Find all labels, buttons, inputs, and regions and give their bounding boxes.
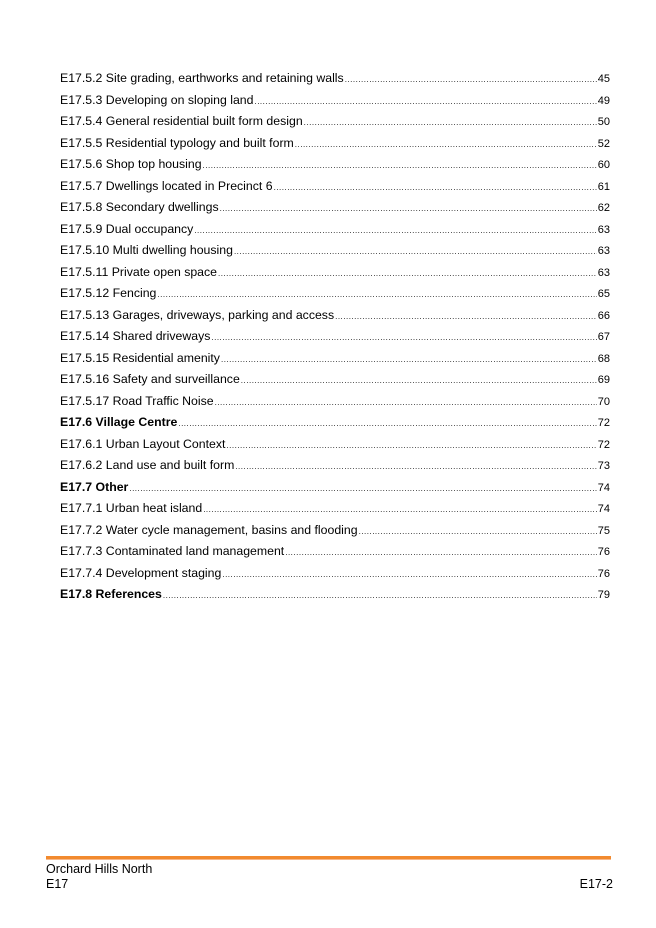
toc-entry[interactable] [60, 136, 610, 158]
toc-entry-title: E17.8 References [60, 587, 162, 601]
toc-entry-title: E17.5.16 Safety and surveillance [60, 372, 240, 386]
toc-entry[interactable] [60, 200, 610, 222]
toc-entry-page: 62 [597, 202, 610, 214]
toc-entry[interactable] [60, 222, 610, 244]
toc-entry[interactable] [60, 501, 610, 523]
toc-entry-page: 63 [597, 245, 610, 257]
toc-leader-dots [345, 75, 597, 84]
toc-leader-dots [218, 269, 597, 278]
toc-leader-dots [178, 419, 596, 428]
toc-entry-title: E17.5.17 Road Traffic Noise [60, 393, 214, 408]
toc-entry[interactable] [60, 243, 610, 265]
footer-document-title: Orchard Hills North [46, 862, 153, 876]
toc-entry[interactable] [60, 394, 610, 416]
toc-entry-page: 63 [597, 223, 610, 236]
toc-leader-dots [304, 118, 597, 127]
toc-entry-page: 75 [597, 524, 610, 537]
toc-entry[interactable] [60, 372, 610, 394]
toc-entry-title: E17.5.9 Dual occupancy [60, 221, 194, 236]
toc-entry-title: E17.5.3 Developing on sloping land [60, 92, 254, 107]
toc-entry-page: 67 [597, 331, 610, 343]
toc-leader-dots [220, 204, 597, 213]
toc-leader-dots [241, 376, 597, 385]
toc-entry[interactable] [60, 523, 610, 545]
footer-rule-shadow [46, 859, 611, 860]
toc-entry-page: 60 [597, 159, 610, 171]
toc-entry-title: E17.6.2 Land use and built form [60, 458, 235, 472]
toc-entry-title: E17.5.7 Dwellings located in Precinct 6 [60, 178, 273, 193]
toc-entry-title: E17.5.15 Residential amenity [60, 350, 220, 365]
toc-leader-dots [211, 333, 596, 342]
footer-page-number: E17-2 [579, 877, 613, 891]
toc-entry-title: E17.5.6 Shop top housing [60, 157, 202, 171]
toc-entry-title: E17.5.5 Residential typology and built form [60, 135, 294, 150]
footer-section: E17 [46, 877, 69, 891]
toc-entry-title: E17.5.14 Shared driveways [60, 329, 211, 343]
toc-entry-title: E17.6 Village Centre [60, 415, 178, 429]
toc-leader-dots [221, 355, 597, 364]
toc-entry-title: E17.5.13 Garages, driveways, parking and access [60, 307, 335, 322]
toc-leader-dots [129, 484, 596, 493]
toc-entry[interactable] [60, 157, 610, 179]
toc-entry-page: 45 [597, 73, 610, 85]
toc-entry[interactable] [60, 566, 610, 588]
footer-left [46, 862, 152, 892]
toc-entry-page: 73 [597, 460, 610, 472]
toc-entry-page: 74 [597, 503, 610, 515]
toc-entry-page: 49 [597, 94, 610, 107]
toc-leader-dots [234, 247, 597, 256]
toc-entry[interactable] [60, 265, 610, 287]
toc-leader-dots [335, 312, 597, 321]
toc-leader-dots [359, 527, 597, 536]
toc-leader-dots [254, 97, 596, 106]
toc-entry[interactable] [60, 308, 610, 330]
toc-entry[interactable] [60, 179, 610, 201]
toc-entry-page: 76 [597, 546, 610, 558]
toc-entry-page: 52 [597, 137, 610, 150]
toc-entry-page: 70 [597, 395, 610, 408]
toc-entry-title: E17.5.4 General residential built form design [60, 114, 303, 128]
toc-leader-dots [215, 398, 597, 407]
toc-entry[interactable] [60, 93, 610, 115]
toc-entry-page: 65 [597, 288, 610, 300]
toc-entry-title: E17.7 Other [60, 479, 129, 494]
toc-leader-dots [295, 140, 597, 149]
toc-entry-page: 68 [597, 352, 610, 365]
toc-entry-title: E17.5.11 Private open space [60, 264, 218, 279]
toc-entry-page: 66 [597, 309, 610, 322]
toc-leader-dots [285, 548, 597, 557]
toc-leader-dots [163, 591, 597, 600]
toc-entry[interactable] [60, 437, 610, 459]
toc-leader-dots [203, 505, 597, 514]
toc-entry-title: E17.7.3 Contaminated land management [60, 544, 285, 558]
toc-entry-title: E17.6.1 Urban Layout Context [60, 436, 226, 451]
toc-entry-page: 79 [597, 589, 610, 601]
toc-entry-page: 69 [597, 374, 610, 386]
toc-entry[interactable] [60, 71, 610, 93]
toc-entry-page: 72 [597, 438, 610, 451]
toc-leader-dots [157, 290, 596, 299]
toc-entry-title: E17.7.2 Water cycle management, basins and flooding [60, 522, 358, 537]
toc-entry[interactable] [60, 286, 610, 308]
toc-leader-dots [194, 226, 596, 235]
toc-entry-title: E17.7.1 Urban heat island [60, 501, 203, 515]
toc-entry-title: E17.5.10 Multi dwelling housing [60, 243, 233, 257]
toc-entry[interactable] [60, 544, 610, 566]
toc-entry-title: E17.5.8 Secondary dwellings [60, 200, 219, 214]
toc-leader-dots [203, 161, 597, 170]
toc-entry[interactable] [60, 480, 610, 502]
toc-entry[interactable] [60, 458, 610, 480]
toc-leader-dots [235, 462, 596, 471]
toc-entry-page: 76 [597, 567, 610, 580]
toc-leader-dots [226, 441, 596, 450]
toc-entry[interactable] [60, 351, 610, 373]
toc-entry-page: 50 [597, 116, 610, 128]
toc-entry-title: E17.5.12 Fencing [60, 286, 157, 300]
toc-entry-title: E17.7.4 Development staging [60, 565, 222, 580]
table-of-contents [60, 71, 610, 609]
toc-entry[interactable] [60, 114, 610, 136]
toc-entry-title: E17.5.2 Site grading, earthworks and retaining walls [60, 71, 344, 85]
toc-entry[interactable] [60, 587, 610, 609]
toc-leader-dots [222, 570, 596, 579]
toc-entry[interactable] [60, 415, 610, 437]
toc-entry[interactable] [60, 329, 610, 351]
toc-entry-page: 72 [597, 417, 610, 429]
toc-leader-dots [274, 183, 597, 192]
toc-entry-page: 61 [597, 180, 610, 193]
toc-entry-page: 63 [597, 266, 610, 279]
toc-entry-page: 74 [597, 481, 610, 494]
